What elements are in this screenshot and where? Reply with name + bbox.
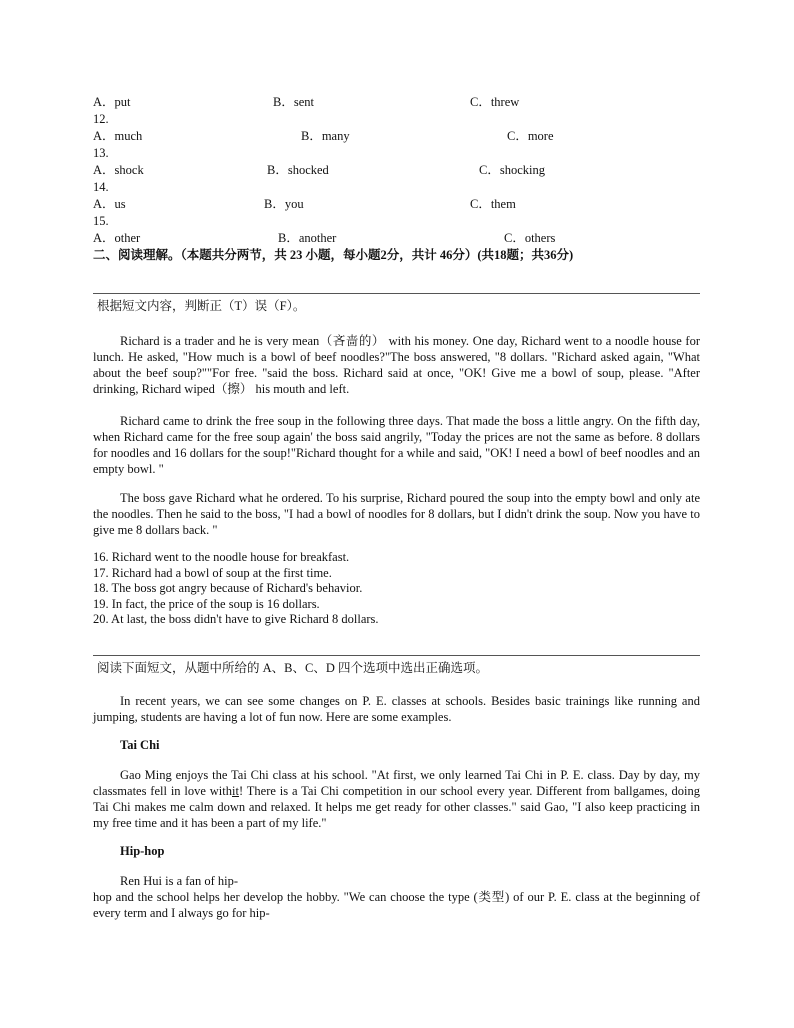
question-number: 12. bbox=[93, 112, 109, 126]
passage-paragraph bbox=[93, 767, 700, 831]
option-a: A．much bbox=[93, 129, 143, 143]
option-c: C．them bbox=[470, 197, 516, 211]
divider bbox=[93, 293, 700, 294]
section-title: 二、阅读理解。（本题共分两节，共 23 小题，每小题2分，共计 46分）(共18题；共36分) bbox=[93, 248, 574, 262]
option-a: A．put bbox=[93, 95, 131, 109]
passage-paragraph: Richard came to drink the free soup in the following three days. That made the boss a little angry. On the fifth day, when Richard came for the free soup again' the boss said angrily, "Today the prices are not the same as before. 8 dollars for noodles and 16 dollars for the soup!"Richard thought for a while and said, "OK! I need a bowl of beef noodles and an empty bowl. " bbox=[93, 414, 700, 476]
option-b: B．sent bbox=[273, 95, 314, 109]
subheading-hip-hop: Hip-hop bbox=[120, 844, 165, 858]
part-a-instruction: 根据短文内容，判断正（T）误（F）。 bbox=[97, 299, 306, 313]
divider bbox=[93, 655, 700, 656]
text-run: Gao Ming enjoys the Tai Chi class at his school. "At first, we only learned Tai Chi in P. E. class. Day by day, my classmates fell in love with bbox=[93, 768, 700, 798]
question-item: 19. In fact, the price of the soup is 16 dollars. bbox=[93, 597, 320, 611]
option-b: B．many bbox=[301, 129, 350, 143]
question-item: 16. Richard went to the noodle house for breakfast. bbox=[93, 550, 350, 564]
passage-paragraph: In recent years, we can see some changes on P. E. classes at schools. Besides basic trainings like running and jumping, students are having a lot of fun now. Here are some examples. bbox=[93, 694, 700, 724]
part-b-instruction: 阅读下面短文，从题中所给的 A、B、C、D 四个选项中选出正确选项。 bbox=[97, 661, 488, 675]
option-a: A．shock bbox=[93, 163, 144, 177]
text-run: ! There is a Tai Chi competition in our school every year. Different from ballgames, doing Tai Chi makes me calm down and relaxed. It helps me get ready for other classes." said Gao, "I also keep practicing in my free time and it has been a part of my life." bbox=[93, 784, 700, 830]
option-c: C．more bbox=[507, 129, 554, 143]
option-c: C．threw bbox=[470, 95, 520, 109]
passage-paragraph: hop and the school helps her develop the hobby. "We can choose the type (类型) of our P. E. class at the beginning of every term and I always go for hip- bbox=[93, 890, 700, 920]
question-number: 15. bbox=[93, 214, 109, 228]
underlined-word: it bbox=[232, 784, 239, 798]
option-a: A．other bbox=[93, 231, 141, 245]
passage-paragraph: Richard is a trader and he is very mean（吝啬的） with his money. One day, Richard went to a noodle house for lunch. He asked, "How much is a bowl of beef noodles?"The boss answered, "8 dollars. "Richard asked again, "What about the beef soup?""For free. "said the boss. Richard said at once, "OK! Give me a bowl of soup, please. "After drinking, Richard wiped（擦） his mouth and left. bbox=[93, 334, 700, 396]
option-c: C．others bbox=[504, 231, 556, 245]
passage-paragraph: The boss gave Richard what he ordered. To his surprise, Richard poured the soup into the empty bowl and only ate the noodles. Then he said to the boss, "I had a bowl of noodles for 8 dollars, but I didn't drink the soup. Now you have to give me 8 dollars back. " bbox=[93, 491, 700, 537]
option-b: B．another bbox=[278, 231, 337, 245]
option-b: B．shocked bbox=[267, 163, 329, 177]
question-item: 18. The boss got angry because of Richard's behavior. bbox=[93, 581, 363, 595]
question-number: 13. bbox=[93, 146, 109, 160]
option-a: A．us bbox=[93, 197, 126, 211]
question-number: 14. bbox=[93, 180, 109, 194]
subheading-tai-chi: Tai Chi bbox=[120, 738, 160, 752]
option-c: C．shocking bbox=[479, 163, 545, 177]
question-item: 20. At last, the boss didn't have to give Richard 8 dollars. bbox=[93, 612, 379, 626]
option-b: B．you bbox=[264, 197, 304, 211]
question-item: 17. Richard had a bowl of soup at the first time. bbox=[93, 566, 332, 580]
passage-paragraph: Ren Hui is a fan of hip- bbox=[120, 874, 239, 888]
